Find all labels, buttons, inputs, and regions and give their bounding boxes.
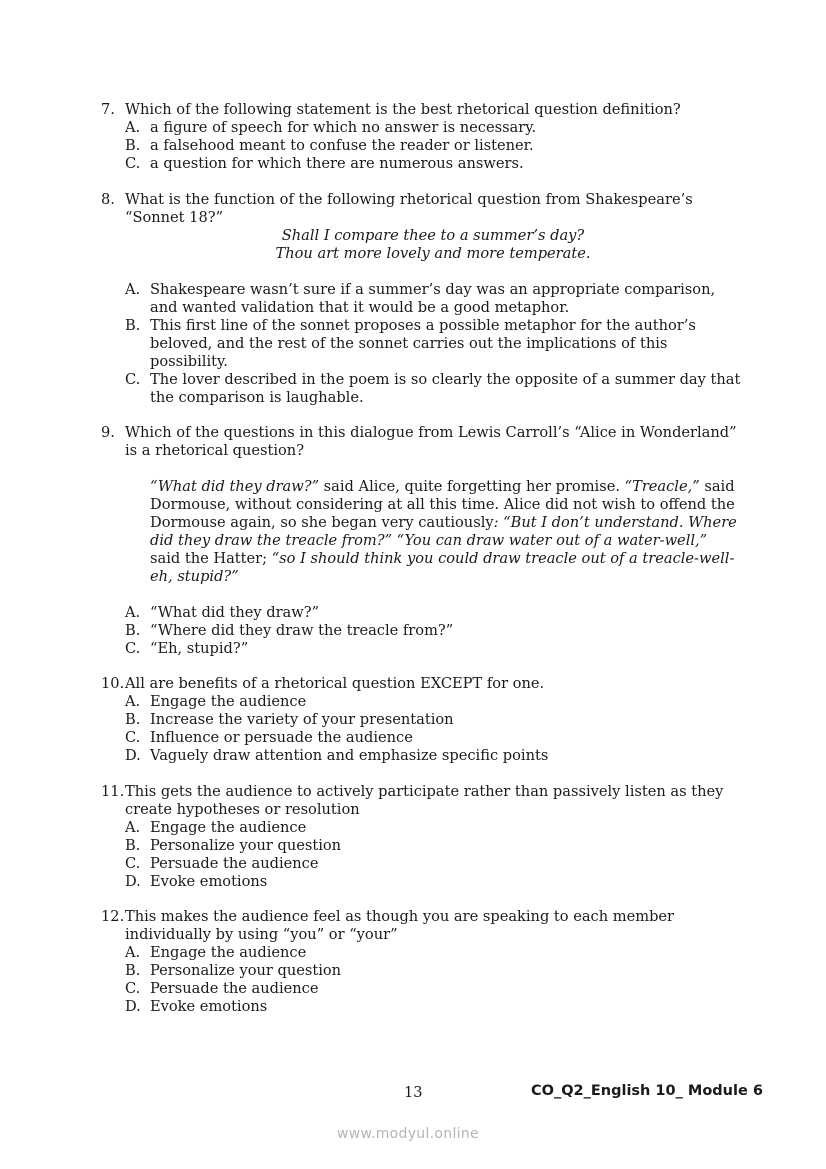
option [125, 119, 741, 137]
question-7 [101, 101, 741, 173]
option [125, 693, 741, 711]
option [125, 837, 741, 855]
option-letter: A. [125, 119, 141, 136]
option-letter: B. [125, 137, 141, 154]
question-text: Which of the following statement is the best rhetorical question definition? [125, 101, 681, 118]
question-12 [101, 908, 741, 1016]
option-letter: B. [125, 837, 141, 854]
option-letter: A. [125, 819, 141, 836]
option-text: Personalize your question [150, 962, 342, 979]
option-letter: C. [125, 371, 141, 388]
option [125, 819, 741, 837]
option [125, 622, 741, 640]
option [125, 137, 741, 155]
option [125, 962, 741, 980]
option-letter: B. [125, 622, 141, 639]
option-text: “What did they draw?” [150, 604, 320, 621]
option-text: Engage the audience [150, 693, 307, 710]
question-text: Which of the questions in this dialogue from Lewis Carroll’s “Alice in Wonderland” is a rhetorical question? [125, 424, 737, 459]
question-number: 9. [101, 424, 115, 441]
option [125, 998, 741, 1016]
option-letter: B. [125, 711, 141, 728]
question-11 [101, 783, 741, 891]
question-8 [101, 191, 741, 407]
option [125, 980, 741, 998]
question-number: 8. [101, 191, 115, 208]
passage-segment: “Treacle,” [624, 478, 700, 495]
option-letter: A. [125, 281, 141, 298]
option [125, 604, 741, 622]
passage-segment: “so I should think you could draw treacle out of a treacle-well-eh, stupid?” [150, 550, 735, 585]
option [125, 944, 741, 962]
option-text: Engage the audience [150, 944, 307, 961]
passage-segment: said Alice, quite forgetting her promise. [319, 478, 625, 495]
option-letter: A. [125, 693, 141, 710]
option [125, 281, 741, 317]
option-text: Personalize your question [150, 837, 342, 854]
question-10 [101, 675, 741, 765]
question-9 [101, 424, 741, 658]
passage-segment: said the Hatter; [150, 550, 272, 567]
option-text: Engage the audience [150, 819, 307, 836]
module-code: CO_Q2_English 10_ Module 6 [531, 1083, 763, 1099]
option-letter: C. [125, 980, 141, 997]
option-text: “Where did they draw the treacle from?” [150, 622, 454, 639]
question-number: 7. [101, 101, 115, 118]
page-number: 13 [404, 1084, 423, 1101]
option-text: The lover described in the poem is so clearly the opposite of a summer day that the comparison is laughable. [150, 371, 741, 406]
option [125, 747, 741, 765]
option [125, 873, 741, 891]
option-text: Persuade the audience [150, 980, 319, 997]
poem-line: Thou art more lovely and more temperate. [275, 245, 591, 262]
option-text: Persuade the audience [150, 855, 319, 872]
option-text: Evoke emotions [150, 998, 268, 1015]
passage-segment: : “But I don’t understand. Where did they draw the treacle from?” “You can draw water out of a water-well,” [150, 514, 737, 549]
option-text: This first line of the sonnet proposes a possible metaphor for the author’s beloved, and the rest of the sonnet carries out the implications of this possibility. [150, 317, 696, 370]
option-letter: C. [125, 155, 141, 172]
option-letter: D. [125, 747, 141, 764]
option-text: “Eh, stupid?” [150, 640, 249, 657]
option [125, 711, 741, 729]
question-number: 12. [101, 908, 125, 925]
option [125, 729, 741, 747]
option [125, 317, 741, 371]
option-letter: C. [125, 640, 141, 657]
option-letter: C. [125, 729, 141, 746]
question-text: All are benefits of a rhetorical question EXCEPT for one. [125, 675, 545, 692]
option-text: a question for which there are numerous answers. [150, 155, 524, 172]
passage-segment: said Dormouse, without considering at all this time. Alice did not wish to offend the Dormouse again, so she began very cautiously [150, 478, 735, 531]
option-text: Vaguely draw attention and emphasize specific points [150, 747, 549, 764]
option [125, 155, 741, 173]
option-letter: D. [125, 873, 141, 890]
option-letter: A. [125, 604, 141, 621]
dialogue-passage [150, 478, 741, 586]
poem-excerpt [125, 227, 741, 263]
option-text: Influence or persuade the audience [150, 729, 413, 746]
passage-segment: “What did they draw?” [150, 478, 320, 495]
question-number: 11. [101, 783, 125, 800]
option [125, 855, 741, 873]
option-text: a falsehood meant to confuse the reader or listener. [150, 137, 534, 154]
option [125, 640, 741, 658]
option-letter: C. [125, 855, 141, 872]
watermark: www.modyul.online [337, 1126, 479, 1142]
option-text: a figure of speech for which no answer is necessary. [150, 119, 537, 136]
option-letter: A. [125, 944, 141, 961]
option-text: Shakespeare wasn’t sure if a summer’s day was an appropriate comparison, and wanted validation that it would be a good metaphor. [150, 281, 716, 316]
option-letter: B. [125, 962, 141, 979]
option-text: Increase the variety of your presentation [150, 711, 454, 728]
question-text: This makes the audience feel as though you are speaking to each member individually by using “you” or “your” [125, 908, 675, 943]
question-number: 10. [101, 675, 125, 692]
option-letter: D. [125, 998, 141, 1015]
question-text: What is the function of the following rhetorical question from Shakespeare’s “Sonnet 18?” [125, 191, 693, 226]
option [125, 371, 741, 407]
question-text: This gets the audience to actively participate rather than passively listen as they create hypotheses or resolution [125, 783, 724, 818]
option-text: Evoke emotions [150, 873, 268, 890]
option-letter: B. [125, 317, 141, 334]
poem-line: Shall I compare thee to a summer’s day? [281, 227, 585, 244]
